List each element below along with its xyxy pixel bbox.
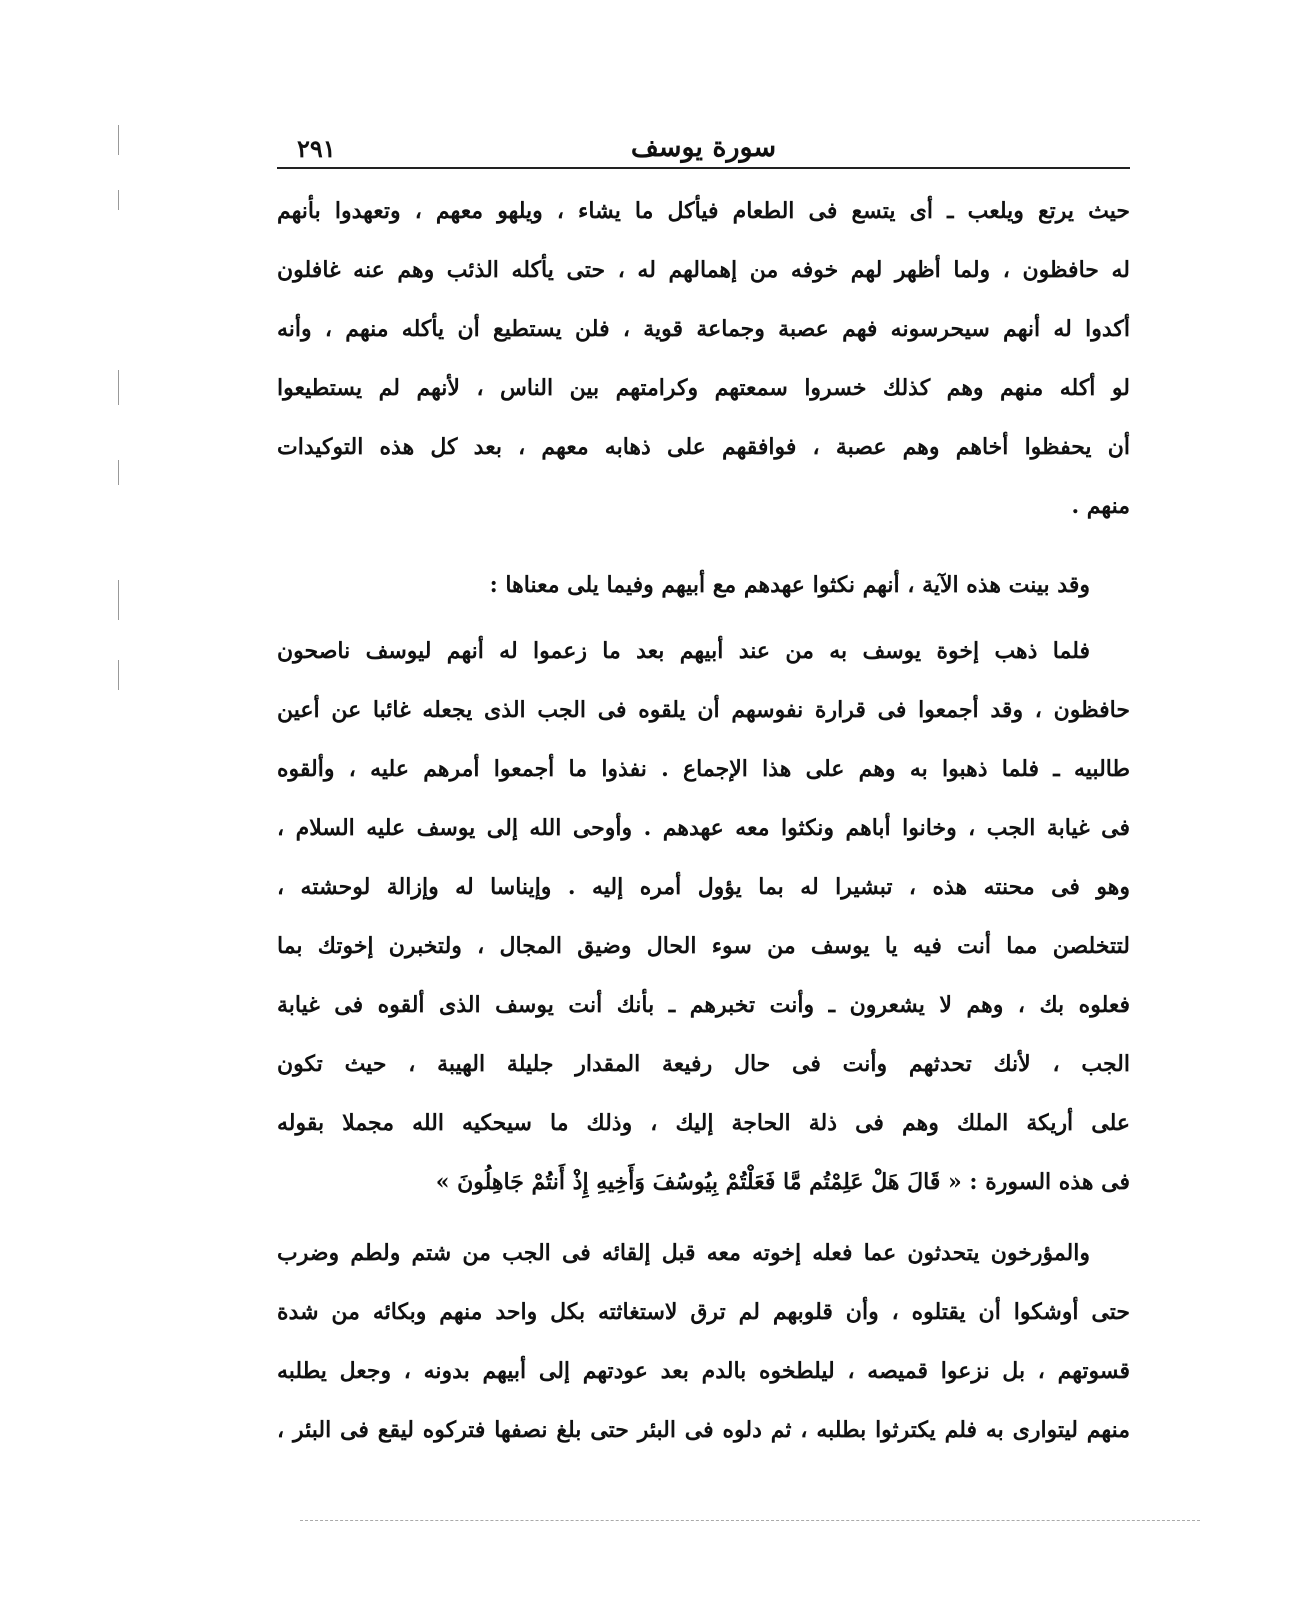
running-header xyxy=(277,128,1130,168)
text-line: حافظون ، وقد أجمعوا فى قرارة نفوسهم أن يلقوه فى الجب الذى يجعله غائبا عن أعين xyxy=(277,697,1130,723)
quran-verse-line: فى هذه السورة : « قَالَ هَلْ عَلِمْتُم مَّا فَعَلْتُمْ بِيُوسُفَ وَأَخِيهِ إِذْ أَنتُمْ جَاهِلُونَ » xyxy=(435,1169,1130,1195)
text-line: فى غيابة الجب ، وخانوا أباهم ونكثوا معه عهدهم . وأوحى الله إلى يوسف عليه السلام ، xyxy=(277,815,1130,841)
scan-bottom-rule xyxy=(300,1520,1200,1521)
text-line: الجب ، لأنك تحدثهم وأنت فى حال رفيعة المقدار جليلة الهيبة ، حيث تكون xyxy=(277,1051,1130,1077)
text-line: حتى أوشكوا أن يقتلوه ، وأن قلوبهم لم ترق لاستغاثته بكل واحد منهم وبكائه من شدة xyxy=(277,1299,1130,1325)
text-line: لو أكله منهم وهم كذلك خسروا سمعتهم وكرامتهم بين الناس ، لأنهم لم يستطيعوا xyxy=(277,375,1130,401)
text-line: فلما ذهب إخوة يوسف به من عند أبيهم بعد ما زعموا له أنهم ليوسف ناصحون xyxy=(277,638,1091,664)
paragraph-1 xyxy=(277,182,1130,536)
text-line: منهم ليتوارى به فلم يكترثوا بطلبه ، ثم دلوه فى البئر حتى بلغ نصفها فتركوه ليقع فى البئر ، xyxy=(277,1417,1130,1443)
paragraph-2 xyxy=(277,556,1130,615)
page-number: ٢٩١ xyxy=(297,134,336,163)
text-line: وهو فى محنته هذه ، تبشيرا له بما يؤول أمره إليه . وإيناسا له وإزالة لوحشته ، xyxy=(277,874,1130,900)
text-line: فعلوه بك ، وهم لا يشعرون ـ وأنت تخبرهم ـ بأنك أنت يوسف الذى ألقوه فى غيابة xyxy=(277,992,1130,1018)
text-line: والمؤرخون يتحدثون عما فعله إخوته معه قبل إلقائه فى الجب من شتم ولطم وضرب xyxy=(277,1240,1090,1266)
scan-margin-marks xyxy=(116,100,122,1300)
text-line: لتتخلصن مما أنت فيه يا يوسف من سوء الحال وضيق المجال ، ولتخبرن إخوتك بما xyxy=(277,933,1130,959)
text-line: وقد بينت هذه الآية ، أنهم نكثوا عهدهم مع أبيهم وفيما يلى معناها : xyxy=(489,572,1090,598)
text-line: أكدوا له أنهم سيحرسونه فهم عصبة وجماعة قوية ، فلن يستطيع أن يأكله منهم ، وأنه xyxy=(277,316,1130,342)
text-line: على أريكة الملك وهم فى ذلة الحاجة إليك ، وذلك ما سيحكيه الله مجملا بقوله xyxy=(277,1110,1130,1136)
text-line: طالبيه ـ فلما ذهبوا به وهم على هذا الإجماع . نفذوا ما أجمعوا أمرهم عليه ، وألقوه xyxy=(277,756,1130,782)
text-line: قسوتهم ، بل نزعوا قميصه ، ليلطخوه بالدم بعد عودتهم إلى أبيهم بدونه ، وجعل يطلبه xyxy=(277,1358,1130,1384)
text-line: حيث يرتع ويلعب ـ أى يتسع فى الطعام فيأكل ما يشاء ، ويلهو معهم ، وتعهدوا بأنهم xyxy=(277,198,1130,224)
text-line: له حافظون ، ولما أظهر لهم خوفه من إهمالهم له ، حتى يأكله الذئب وهم عنه غافلون xyxy=(277,257,1130,283)
paragraph-3 xyxy=(277,622,1130,1212)
surah-title: سورة يوسف xyxy=(630,132,777,163)
text-line: أن يحفظوا أخاهم وهم عصبة ، فوافقهم على ذهابه معهم ، بعد كل هذه التوكيدات xyxy=(277,434,1130,460)
paragraph-4 xyxy=(277,1224,1130,1460)
text-line: منهم . xyxy=(1071,493,1130,519)
header-rule xyxy=(277,167,1130,169)
